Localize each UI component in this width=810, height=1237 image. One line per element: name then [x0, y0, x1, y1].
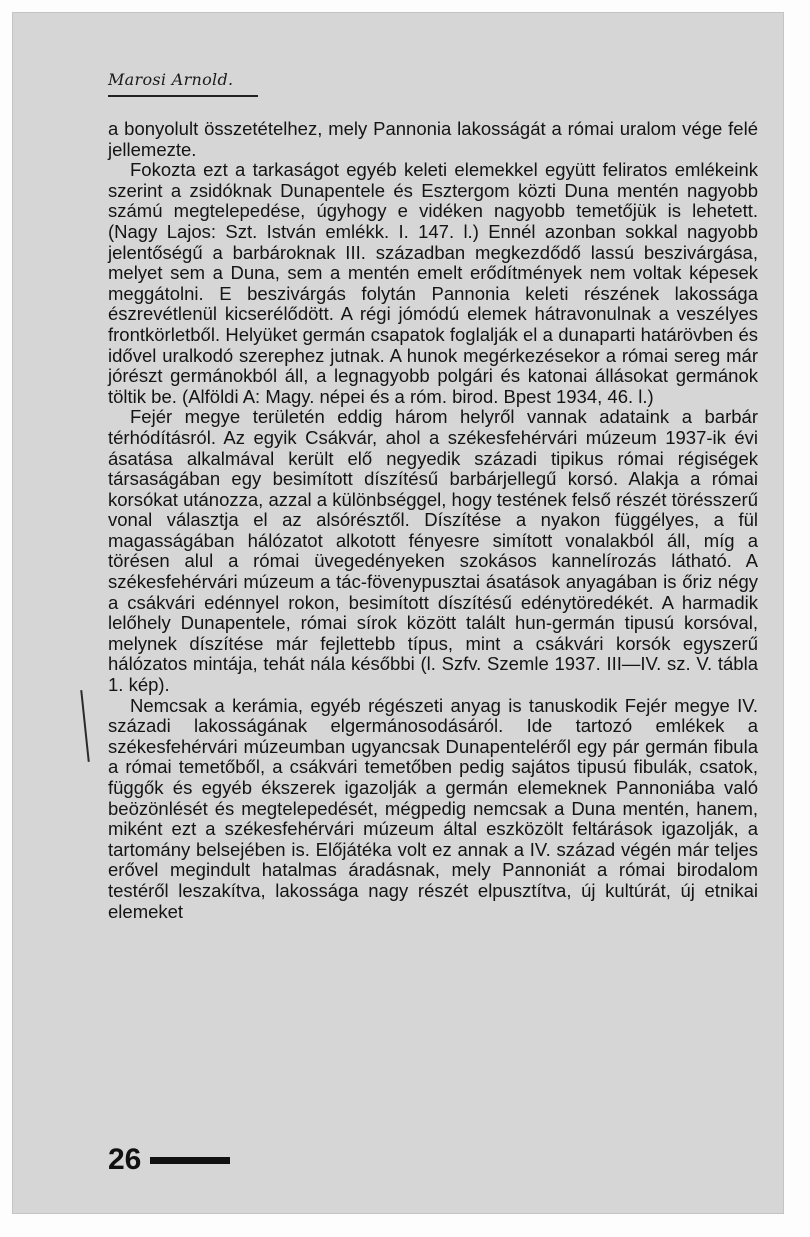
page-number-rule [150, 1157, 230, 1164]
paragraph-1: a bonyolult összetételhez, mely Pannonia lakosságát a római uralom vége felé jellemezte. [108, 118, 758, 160]
header-rule [108, 95, 258, 97]
paragraph-2: Fokozta ezt a tarkaságot egyéb keleti elemekkel együtt feliratos emlékeink szerint a zsidóknak Dunapentele és Esztergom közti Duna mentén nagyobb számú megtelepedése, úgyhogy e vidéken nagyobb temetőjük is lehetett. (Nagy Lajos: Szt. István emlékk. I. 147. l.) Ennél azonban sokkal nagyobb jelentőségű a barbároknak III. században megkezdődő lassú beszivárgása, melyet sem a Duna, sem a mentén emelt erődítmények nem voltak képesek meggátolni. E beszivárgás folytán Pannonia keleti részének lakossága észrevétlenül kicserélődött. A régi jómódú elemek hátravonulnak a veszélyes frontkörletből. Helyüket germán csapatok foglalják el a dunaparti határövben és idővel uralkodó szerephez jutnak. A hunok megérkezésekor a római sereg már jórészt germánokból áll, a legnagyobb polgári és katonai állásokat germánok töltik be. (Alföldi A: Magy. népei és a róm. birod. Bpest 1934, 46. l.) [108, 159, 758, 407]
running-head: Marosi Arnold. [108, 70, 234, 89]
paragraph-4: Nemcsak a kerámia, egyéb régészeti anyag is tanuskodik Fejér megye IV. századi lakosságának elgermánosodásáról. Ide tartozó emlékek a székesfehérvári múzeumban ugyancsak Dunapenteléről egy pár germán fibula a római temetőből, a csákvári temetőben pedig sajátos tipusú fibulák, csatok, függők és egyéb ékszerek igazolják a germán elemeknek Pannoniába való beözönlését és megtelepedését, mégpedig nemcsak a Duna mentén, hanem, miként ezt a székesfehérvári múzeum által eszközölt feltárások igazolják, a tartomány belsejében is. Előjátéka volt ez annak a IV. század végén már teljes erővel megindult hatalmas áradásnak, mely Pannoniát a római birodalom testéről leszakítva, lakossága nagy részét elpusztítva, új kultúrát, új etnikai elemeket [108, 694, 758, 922]
page-number: 26 [108, 1143, 142, 1176]
paragraph-3: Fejér megye területén eddig három helyről vannak adataink a barbár térhódításról. Az egyik Csákvár, ahol a székesfehérvári múzeum 1937-ik évi ásatása alkalmával került elő negyedik századi tipikus római régiségek társaságában egy besimított díszítésű barbárjellegű korsó. Alakja a római korsókat utánozza, azzal a különbséggel, hogy testének felső részét törésszerű vonal választja el az alsórésztől. Díszítése a nyakon függélyes, a fül magasságában hálózatot alkotott fényesre simított vonalakból áll, míg a törésen alul a római üvegedényeken szokásos kannelírozás látható. A székesfehérvári múzeum a tác-fövenypusztai ásatások anyagában is őriz négy a csákvári edénnyel rokon, besimított díszítésű edénytöredékét. A harmadik lelőhely Dunapentele, római sírok között talált hun-germán tipusú korsóval, melynek díszítése már fejlettebb típus, mint a csákvári korsók egyszerű hálózatos mintája, tehát nála későbbi (l. Szfv. Szemle 1937. III—IV. sz. V. tábla 1. kép). [108, 406, 758, 696]
body-text [108, 119, 758, 922]
